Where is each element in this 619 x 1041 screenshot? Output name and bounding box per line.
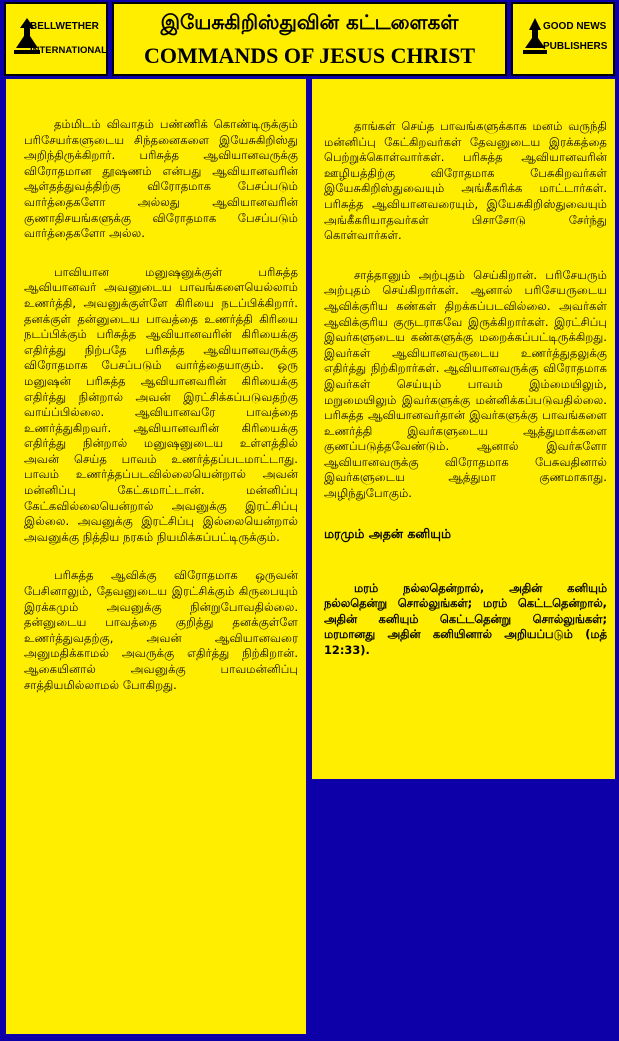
left-paragraph-1: தம்மிடம் விவாதம் பண்ணிக் கொண்டிருக்கும் பரிசேயர்களுடைய சிந்தனைகளை இயேசுகிறிஸ்து அறிந்திருக்கிறார். பரிசுத்த ஆவியானவருக்கு விரோதமான தூஷணம் என்பது ஆவியானவரின் ஆள்தத்துவத்திற்கு விரோதமாக பேசப்படும் வார்த்தைகளோ அல்லது ஆவியானவரின் குணாதிசயங்களுக்கு விரோதமாக பேசப்படும் வார்த்தைகளோ அல்ல. [24,117,298,241]
left-paragraph-3: பரிசுத்த ஆவிக்கு விரோதமாக ஒருவன் பேசினாலும், தேவனுடைய இரட்சிக்கும் கிருபையும் இரக்கமும் அவனுக்கு நின்றுபோவதில்லை. தன்னுடைய பாவத்தை குறித்து தனக்குள்ளே உணர்த்துவதற்கு, அவன் ஆவியானவரை அனுமதிக்காமல் அவருக்கு எதிர்த்து நிற்கிறான். ஆகையினால் அவனுக்கு பாவமன்னிப்பு சாத்தியமில்லாமல் போகிறது. [24,568,298,692]
header [2,2,617,76]
good-news-logo [511,2,615,76]
good-news-line2: PUBLISHERS [543,41,608,52]
right-paragraph-2: சாத்தானும் அற்புதம் செய்கிறான். பரிசேயரும் அற்புதம் செய்கிறார்கள். ஆனால் பரிசேயருடைய ஆவிக்குரிய கண்கள் திறக்கப்படவில்லை. அவர்கள் ஆவிக்குரிய குருடராகவே இருக்கிறார்கள். இரட்சிப்பு இவர்களுடைய கண்களுக்கு மறைக்கப்பட்டிருக்கிறது. இவர்கள் ஆவியானவருடைய உணர்த்துதலுக்கு எதிர்த்து நிற்கிறார்கள். ஆவியானவருக்கு விரோதமாக இவர்கள் செய்யும் பாவம் இம்மையிலும், மறுமையிலும் இவர்களுக்கு மன்னிக்கப்படுவதில்லை. பரிசுத்த ஆவியானவர்தான் இவர்களுக்கு பாவங்களை உணர்த்தி இவர்களுடைய ஆத்துமாக்களை குணப்படுத்தவேண்டும். ஆனால் இவர்களோ ஆவியானவருக்கு விரோதமாக பேசுவதினால் இவர்களுடைய ஆத்துமா குணமாகாது. அழிந்துபோகும். [324,267,607,501]
title-tamil: இயேசுகிறிஸ்துவின் கட்டளைகள் [160,10,459,34]
bellwether-line1: BELLWETHER [30,21,99,32]
left-column [6,79,306,1034]
left-paragraph-2: பாவியான மனுஷனுக்குள் பரிசுத்த ஆவியானவர் அவனுடைய பாவங்களையெல்லாம் உணர்த்தி, அவனுக்குள்ளே கிரியை நடப்பிக்கிறார். தனக்குள் தன்னுடைய பாவத்தை உணர்த்தி கிரியை நடப்பிக்கும் பரிசுத்த ஆவியானவரின் கிரியைக்கு எதிர்த்து நிற்பதே பரிசுத்த ஆவியானவருக்கு விரோதமாக பேசப்படும் வார்த்தையாகும். ஒரு மனுஷன் பரிசுத்த ஆவியானவரின் கிரியைக்கு எதிர்த்து நின்றால் அவன் இரட்சிக்கப்படுவதற்கு வாய்ப்பில்லை. ஆவியானவரே பாவத்தை உணர்த்துகிறவர். ஆவியானவரின் கிரியைக்கு எதிர்த்து நின்றால் மனுஷனுடைய உள்ளத்தில் அவன் செய்த பாவம் உணர்த்தப்படமாட்டாது. பாவம் உணர்த்தப்படவில்லையென்றால் அவன் மன்னிப்பு கேட்கமாட்டான். மன்னிப்பு கேட்கவில்லையென்றால் அவனுக்கு இரட்சிப்பு இல்லை. அவனுக்கு இரட்சிப்பு இல்லையென்றால் அவனுக்கு நித்திய நரகம் நியமிக்கப்பட்டிருக்கும். [24,264,298,544]
right-paragraph-1: தாங்கள் செய்த பாவங்களுக்காக மனம் வருந்தி மன்னிப்பு கேட்கிறவர்கள் தேவனுடைய இரக்கத்தை பெற்றுக்கொள்வார்கள். பரிசுத்த ஆவியானவரின் ஊழியத்திற்கு விரோதமாக பேசுகிறவர்கள் இயேசுகிறிஸ்துவையும் அங்கீகரிக்க மாட்டார்கள். பரிசுத்த ஆவியானவரையும், இயேசுகிறிஸ்துவையும் அங்கீகரியாதவர்கள் பிசாசோடு சேர்ந்து கொள்வார்கள். [324,119,607,243]
bellwether-logo [4,2,108,76]
good-news-line1: GOOD NEWS [543,21,607,32]
bible-verse: மரம் நல்லதென்றால், அதின் கனியும் நல்லதென்று சொல்லுங்கள்; மரம் கெட்டதென்றால், அதின் கனியும் கெட்டதென்று சொல்லுங்கள்; மரமானது அதின் கனியினால் அறியப்படும் (மத் 12:33). [324,580,607,658]
bellwether-line2: INTERNATIONAL [30,45,107,56]
section-heading: மரமும் அதன் கனியும் [324,525,452,541]
title-box [112,2,507,76]
title-english: COMMANDS OF JESUS CHRIST [143,43,476,68]
right-column [312,79,615,779]
